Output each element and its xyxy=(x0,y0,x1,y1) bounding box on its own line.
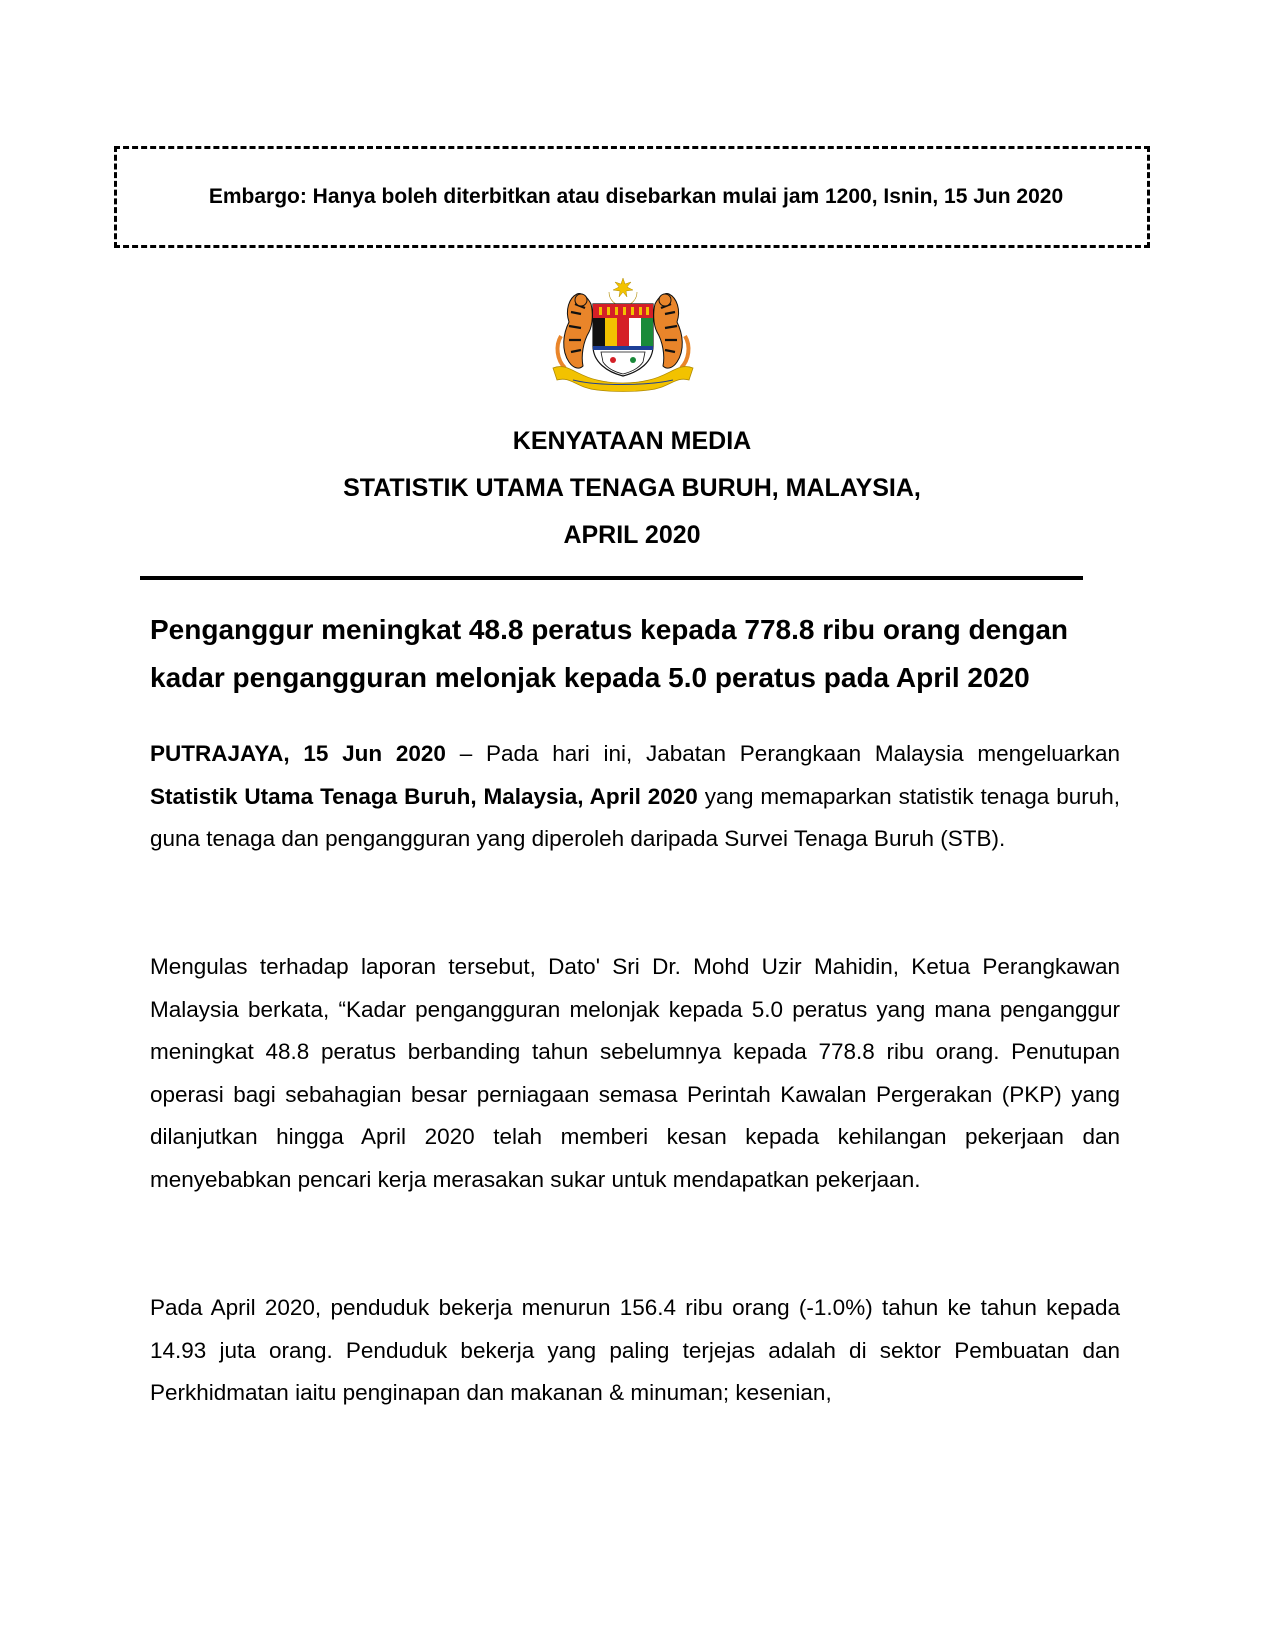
paragraph-1 xyxy=(150,733,1120,861)
title-line-2: STATISTIK UTAMA TENAGA BURUH, MALAYSIA, xyxy=(343,474,921,502)
headline-line-1: Penganggur meningkat 48.8 peratus kepada 778.8 ribu orang dengan xyxy=(150,614,1069,645)
report-title: Statistik Utama Tenaga Buruh, Malaysia, April 2020 xyxy=(150,783,698,809)
paragraph-2: Mengulas terhadap laporan tersebut, Dato' Sri Dr. Mohd Uzir Mahidin, Ketua Perangkawan Malaysia berkata, “Kadar pengangguran melonjak kepada 5.0 peratus yang mana penganggur meningkat 48.8 peratus berbanding tahun sebelumnya kepada 778.8 ribu orang. Penutupan operasi bagi sebahagian besar perniagaan semasa Perintah Kawalan Pergerakan (PKP) yang dilanjutkan hingga April 2020 telah memberi kesan kepada kehilangan pekerjaan dan menyebabkan pencari kerja merasakan sukar untuk mendapatkan pekerjaan. xyxy=(150,954,1120,1192)
malaysia-coat-of-arms-icon xyxy=(547,276,699,394)
title-divider xyxy=(140,576,1083,580)
headline-line-2: kadar pengangguran melonjak kepada 5.0 peratus pada April 2020 xyxy=(150,662,1030,693)
title-line-1: KENYATAAN MEDIA xyxy=(512,427,752,455)
paragraph-1-text-b: yang memaparkan statistik tenaga buruh, guna tenaga dan pengangguran yang diperoleh daripada Survei Tenaga Buruh (STB). xyxy=(150,783,1120,852)
headline xyxy=(150,606,1120,702)
dateline: PUTRAJAYA, 15 Jun 2020 xyxy=(150,741,446,766)
title-line-3: APRIL 2020 xyxy=(563,521,701,549)
embargo-notice-box xyxy=(114,146,1150,248)
document-title xyxy=(114,418,1150,559)
paragraph-3: Pada April 2020, penduduk bekerja menurun 156.4 ribu orang (-1.0%) tahun ke tahun kepada 14.93 juta orang. Penduduk bekerja yang paling terjejas adalah di sektor Pembuatan dan Perkhidmatan iaitu penginapan dan makanan & minuman; kesenian, xyxy=(150,1295,1120,1406)
embargo-text: Embargo: Hanya boleh diterbitkan atau disebarkan mulai jam 1200, Isnin, 15 Jun 2020 xyxy=(208,185,1064,208)
paragraph-1-text-a: – Pada hari ini, Jabatan Perangkaan Malaysia mengeluarkan xyxy=(445,741,1120,766)
